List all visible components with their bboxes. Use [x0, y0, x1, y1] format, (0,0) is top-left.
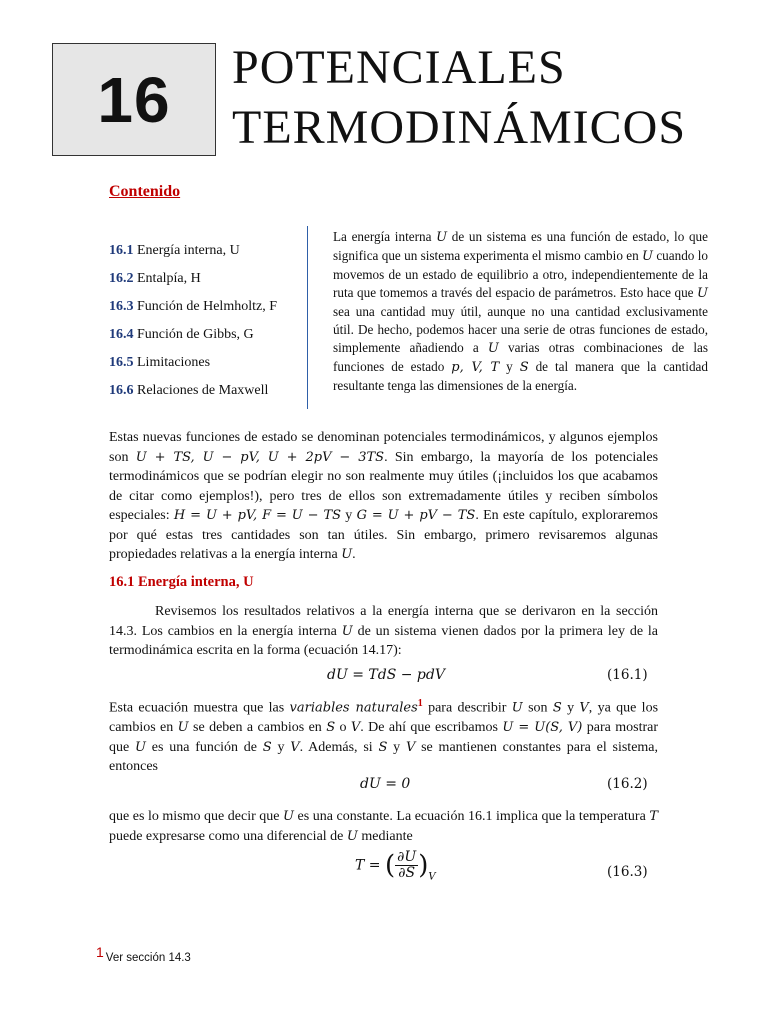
toc-item-number: 16.2: [109, 271, 134, 286]
footnote-number: 1: [96, 944, 104, 960]
toc-item-label: Relaciones de Maxwell: [133, 383, 269, 398]
partial-fraction: $\frac{\partial U}{\partial S}$: [397, 849, 417, 881]
equation-16-2: dU = 0: [360, 776, 411, 792]
footnote: [96, 944, 191, 964]
body-paragraph-4: que es lo mismo que decir que U es una constante. La ecuación 16.1 implica que la temperatura T puede expresarse como una diferencial de U mediante: [109, 809, 658, 844]
body-paragraph-3: Esta ecuación muestra que las variables naturales$^1$ para describir U son S y V, ya que los cambios en U se deben a cambios en S o V. De ahí que escribamos U = U(S, V) para mostrar que U es una función de S y V. Además, si S y V se mantienen constantes para el sistema, entonces: [109, 698, 659, 775]
footnote-text: Ver sección 14.3: [105, 952, 191, 964]
contents-heading: Contenido: [109, 183, 181, 200]
chapter-number: 16: [97, 63, 171, 136]
toc-item-number: 16.1: [109, 243, 134, 258]
toc-item[interactable]: [109, 382, 277, 410]
section-heading: 16.1 Energía interna, U: [109, 574, 254, 590]
equation-label-16-1: (16.1): [607, 667, 648, 683]
toc-item-number: 16.3: [109, 299, 134, 314]
equation-label-16-3: (16.3): [607, 864, 648, 880]
footnote-ref[interactable]: 1: [417, 698, 423, 709]
intro-paragraph: La energía interna U de un sistema es una función de estado, lo que significa que un sistema experimenta el mismo cambio en U cuando lo movemos de un estado de equilibrio a otro, independientemente de la ruta que tomemos a través del espacio de parámetros. Esto hace que U sea una cantidad muy útil, aunque no una cantidad exclusivamente útil. De hecho, podemos hacer una serie de otras funciones de estado, simplemente añadiendo a U varias otras combinaciones de las funciones de estado p, V, T y S de tal manera que la cantidad resultante tenga las dimensiones de la energía.: [333, 229, 709, 393]
toc-item-number: 16.6: [109, 383, 134, 398]
toc-item-number: 16.5: [109, 355, 134, 370]
equation-label-16-2: (16.2): [607, 776, 648, 792]
toc-item[interactable]: [109, 270, 277, 298]
chapter-title: [232, 38, 686, 158]
toc-item-label: Energía interna, U: [133, 243, 240, 258]
equation-subscript: V: [428, 871, 436, 883]
toc-item-label: Limitaciones: [133, 355, 211, 370]
toc-item[interactable]: [109, 298, 277, 326]
toc-item-label: Entalpía, H: [133, 271, 201, 286]
contents-list: [109, 242, 277, 410]
equation-16-3: T = ( $\frac{\partial U}{\partial S}$ )$_V$: [355, 849, 436, 883]
toc-item[interactable]: [109, 326, 277, 354]
divider-line: [307, 226, 308, 409]
body-paragraph-1: Estas nuevas funciones de estado se denominan potenciales termodinámicos, y algunos ejemplos son U + TS, U − pV, U + 2pV − 3TS. Sin embargo, la mayoría de los potenciales termodinámicos que se podrían elegir no son realmente muy útiles (¡incluidos los que acabamos de citar como ejemplos!), pero tres de ellos son extremadamente útiles y reciben símbolos especiales: H = U + pV, F = U − TS y G = U + pV − TS. En este capítulo, exploraremos por qué estas tres cantidades son tan útiles. Sin embargo, primero revisaremos algunas propiedades relativas a la energía interna U.: [109, 430, 659, 562]
toc-item[interactable]: [109, 242, 277, 270]
chapter-title-line2: TERMODINÁMICOS: [232, 101, 687, 154]
body-paragraph-2: Revisemos los resultados relativos a la energía interna que se derivaron en la sección 14.3. Los cambios en la energía interna U de un sistema vienen dados por la primera ley de la termodinámica escrita en la forma (ecuación 14.17):: [109, 604, 658, 658]
equation-16-1: dU = TdS − pdV: [327, 667, 445, 683]
toc-item-number: 16.4: [109, 327, 134, 342]
chapter-title-line1: POTENCIALES: [232, 41, 566, 94]
toc-item[interactable]: [109, 354, 277, 382]
toc-item-label: Función de Helmholtz, F: [133, 299, 277, 314]
equation-lhs: T =: [355, 857, 381, 874]
toc-item-label: Función de Gibbs, G: [133, 327, 254, 342]
chapter-number-box: [52, 43, 216, 156]
